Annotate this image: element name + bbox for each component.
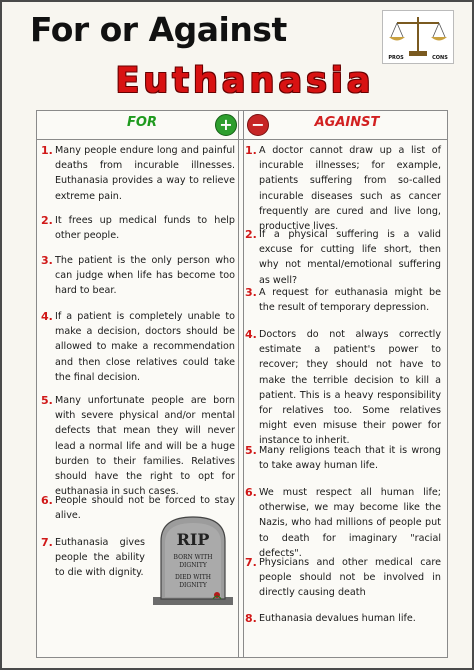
for-item <box>41 143 235 204</box>
item-number: 6. <box>245 486 257 499</box>
item-text: Doctors do not always correctly estimate a patient's power to recover; they should not have to make the terrible decision to kill a patient. This is a heavy responsibility for relatives too. Some relatives might even misuse their power for instance to inherit. <box>259 329 441 447</box>
column-divider <box>238 111 244 657</box>
plus-icon: + <box>215 114 237 136</box>
item-number: 4. <box>245 328 257 341</box>
against-item <box>245 555 441 601</box>
tomb-line: DIGNITY <box>179 562 207 569</box>
title-euthanasia: Euthanasia <box>115 61 375 101</box>
for-item <box>41 253 235 299</box>
for-item <box>41 309 235 385</box>
item-text: Euthanasia devalues human life. <box>259 613 416 624</box>
item-text: We must respect all human life; otherwise, we may become like the Nazis, who had millions of people put to death for imaginary "racial defects". <box>259 487 441 559</box>
against-item <box>245 485 441 561</box>
balance-scale-icon <box>383 11 453 63</box>
tomb-line: BORN WITH <box>173 554 213 561</box>
item-text: The patient is the only person who can judge when life has become too hard to bear. <box>55 255 235 297</box>
tomb-line: DIED WITH <box>174 574 212 581</box>
scales-image <box>382 10 454 64</box>
item-text: A doctor cannot draw up a list of incurable illnesses; for example, patients suffering from so-called incurable diseases such as cancer frequently are cured and live long, productive lives. <box>259 145 441 233</box>
item-number: 7. <box>245 556 257 569</box>
item-text: Many people endure long and painful deaths from incurable illnesses. Euthanasia provides a way to relieve extreme pain. <box>55 145 235 202</box>
for-header: FOR <box>127 115 157 130</box>
rip-text: RIP <box>176 530 210 549</box>
item-number: 1. <box>245 144 257 157</box>
item-text: If a patient is completely unable to make a decision, doctors should be allowed to make a recommendation and then close relatives could take the final decision. <box>55 311 235 383</box>
item-number: 3. <box>41 254 53 267</box>
minus-icon: − <box>247 114 269 136</box>
against-item <box>245 611 441 626</box>
item-text: Euthanasia gives people the ability to die with dignity. <box>55 537 145 579</box>
item-number: 6. <box>41 494 53 507</box>
tombstone-image <box>151 511 235 607</box>
tomb-line: DIGNITY <box>179 582 207 589</box>
for-item <box>41 393 235 499</box>
cons-label: CONS <box>432 55 448 61</box>
against-item <box>245 327 441 449</box>
against-item <box>245 227 441 288</box>
item-number: 2. <box>245 228 257 241</box>
item-text: If a physical suffering is a valid excuse for cutting life short, then why not mental/emotional suffering as well? <box>259 229 441 286</box>
against-header: AGAINST <box>314 115 380 130</box>
for-item <box>41 213 235 243</box>
item-number: 2. <box>41 214 53 227</box>
item-number: 1. <box>41 144 53 157</box>
item-text: Physicians and other medical care people should not be involved in directly causing death <box>259 557 441 599</box>
pros-label: PROS <box>388 55 404 61</box>
against-item <box>245 285 441 315</box>
item-number: 7. <box>41 536 53 549</box>
item-number: 5. <box>245 444 257 457</box>
item-text: It frees up medical funds to help other people. <box>55 215 235 242</box>
item-number: 5. <box>41 394 53 407</box>
for-item <box>41 535 145 581</box>
item-number: 3. <box>245 286 257 299</box>
against-item <box>245 143 441 234</box>
item-number: 8. <box>245 612 257 625</box>
item-number: 4. <box>41 310 53 323</box>
item-text: A request for euthanasia might be the result of temporary depression. <box>259 287 441 314</box>
item-text: Many unfortunate people are born with severe physical and/or mental defects that mean they will never lead a normal life and will be a huge burden to their families. Relatives should have the right to opt for euthanasia in such cases. <box>55 395 235 498</box>
for-against-table <box>36 110 448 658</box>
title-line-1: For or Against <box>30 10 287 49</box>
against-item <box>245 443 441 473</box>
item-text: Many religions teach that it is wrong to take away human life. <box>259 445 441 472</box>
item-text: People should not be forced to stay alive. <box>55 495 235 522</box>
